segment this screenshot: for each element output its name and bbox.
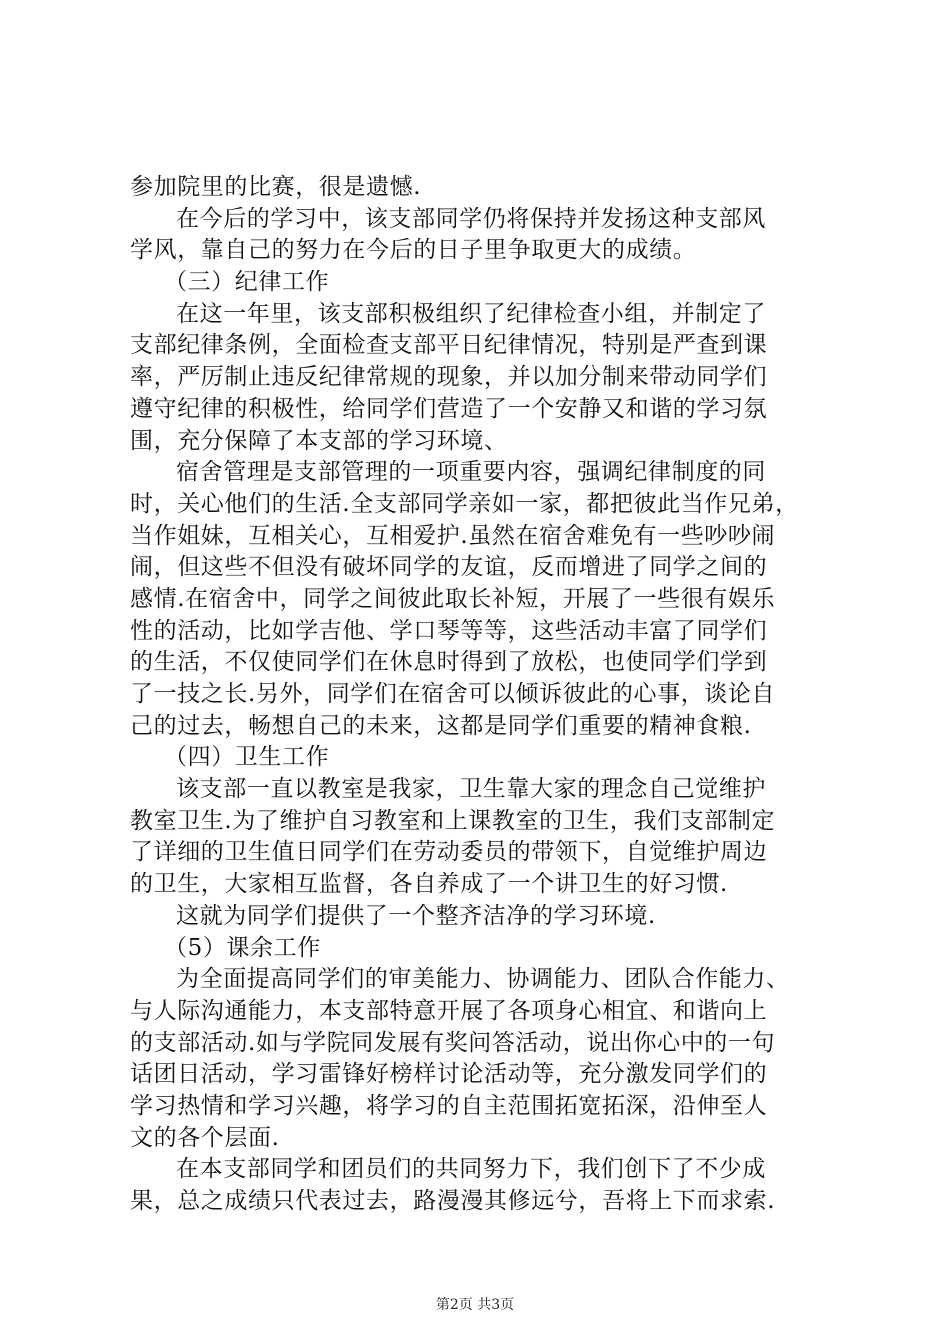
text-line: 文的各个层面. bbox=[130, 1124, 280, 1151]
text-line: 这就为同学们提供了一个整齐洁净的学习环境. bbox=[176, 902, 656, 929]
text-line: 在今后的学习中，该支部同学仍将保持并发扬这种支部风 bbox=[176, 205, 766, 232]
text-line: 学风，靠自己的努力在今后的日子里争取更大的成绩。 bbox=[130, 237, 697, 264]
text-line: 了详细的卫生值日同学们在劳动委员的带领下，自觉维护周边 bbox=[130, 839, 768, 866]
text-line: 话团日活动，学习雷锋好榜样讨论活动等，充分激发同学们的 bbox=[130, 1061, 768, 1088]
text-line: 教室卫生.为了维护自习教室和上课教室的卫生，我们支部制定 bbox=[130, 807, 776, 834]
text-line: 性的活动，比如学吉他、学口琴等等，这些活动丰富了同学们 bbox=[130, 617, 768, 644]
text-line: 参加院里的比赛，很是遗憾. bbox=[130, 174, 422, 200]
text-line: 时，关心他们的生活.全支部同学亲如一家，都把彼此当作兄弟， bbox=[130, 490, 799, 517]
text-line: 的生活，不仅使同学们在休息时得到了放松，也使同学们学到 bbox=[130, 649, 768, 676]
text-line: 学习热情和学习兴趣，将学习的自主范围拓宽拓深，沿伸至人 bbox=[130, 1092, 768, 1119]
text-line: 了一技之长.另外，同学们在宿舍可以倾诉彼此的心事，谈论自 bbox=[130, 681, 776, 707]
text-line: 果，总之成绩只代表过去，路漫漫其修远兮，吾将上下而求索. bbox=[130, 1188, 776, 1214]
text-line: 己的过去，畅想自己的未来，这都是同学们重要的精神食粮. bbox=[130, 712, 752, 739]
text-line: 宿舍管理是支部管理的一项重要内容，强调纪律制度的同 bbox=[176, 459, 766, 486]
text-line: 的卫生，大家相互监督，各自养成了一个讲卫生的好习惯. bbox=[130, 871, 728, 898]
text-line: 支部纪律条例，全面检查支部平日纪律情况，特别是严查到课 bbox=[130, 332, 768, 359]
page-footer: 第2页 共3页 bbox=[435, 1297, 515, 1313]
text-line: 的支部活动.如与学院同发展有奖问答活动，说出你心中的一句 bbox=[130, 1029, 776, 1056]
text-line: 率，严厉制止违反纪律常规的现象，并以加分制来带动同学们 bbox=[130, 364, 768, 391]
text-line: 在本支部同学和团员们的共同努力下，我们创下了不少成 bbox=[176, 1156, 766, 1183]
text-line: 围，充分保障了本支部的学习环境、 bbox=[130, 427, 508, 454]
section-heading: （5）课余工作 bbox=[164, 934, 321, 961]
text-line: 在这一年里，该支部积极组织了纪律检查小组，并制定了 bbox=[176, 300, 766, 327]
text-line: 与人际沟通能力，本支部特意开展了各项身心相宜、和谐向上 bbox=[130, 997, 768, 1024]
text-line: 遵守纪律的积极性，给同学们营造了一个安静又和谐的学习氛 bbox=[130, 395, 768, 422]
text-line: 为全面提高同学们的审美能力、协调能力、团队合作能力、 bbox=[176, 966, 790, 993]
text-line: 当作姐妹，互相关心，互相爱护.虽然在宿舍难免有一些吵吵闹 bbox=[130, 522, 776, 549]
section-heading: （三）纪律工作 bbox=[164, 269, 330, 296]
section-heading: （四）卫生工作 bbox=[164, 744, 330, 771]
document-body bbox=[130, 172, 830, 1218]
text-line: 该支部一直以教室是我家，卫生靠大家的理念自己觉维护 bbox=[176, 776, 766, 803]
text-line: 闹，但这些不但没有破坏同学的友谊，反而增进了同学之间的 bbox=[130, 554, 768, 581]
text-line: 感情.在宿舍中，同学之间彼此取长补短，开展了一些很有娱乐 bbox=[130, 585, 776, 612]
